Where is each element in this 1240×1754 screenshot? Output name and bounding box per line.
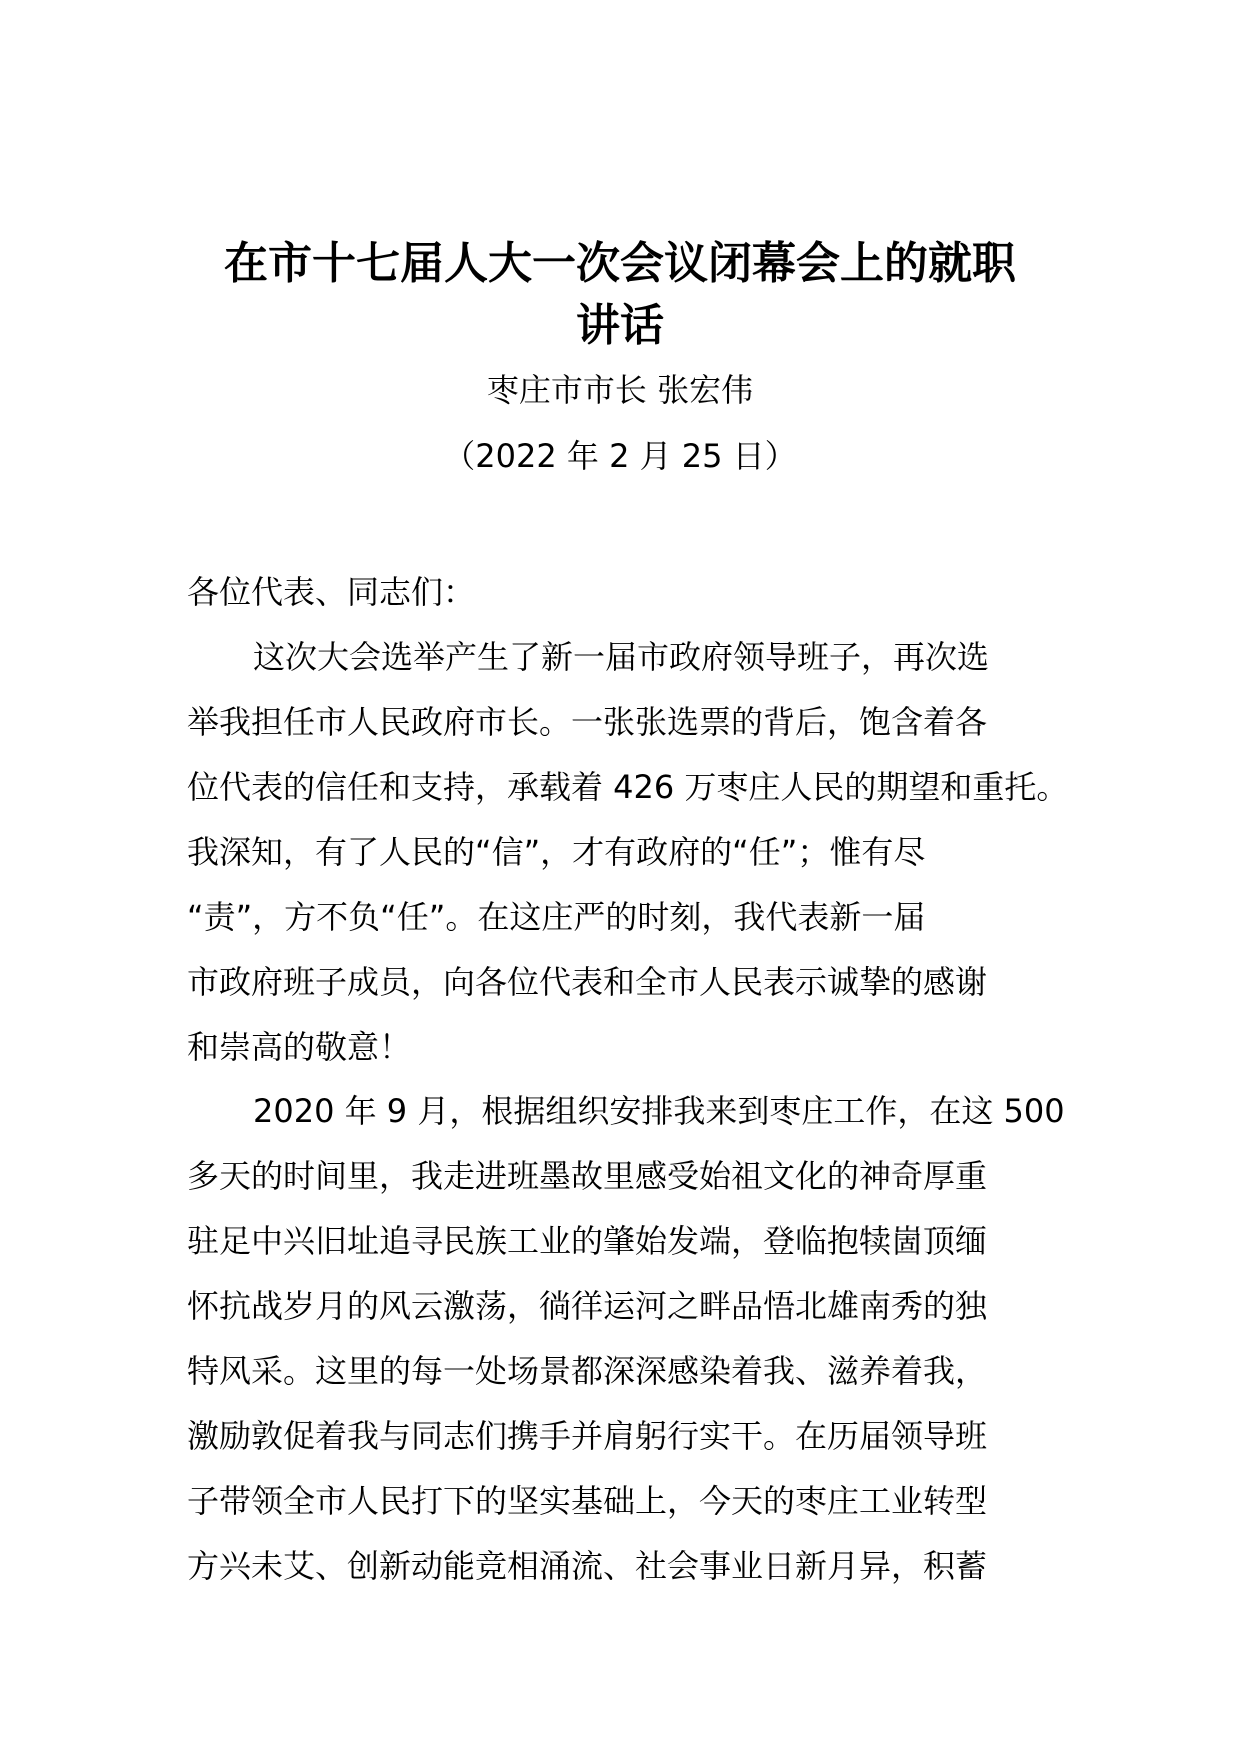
paragraph-1-line: 位代表的信任和支持，承载着 426 万枣庄人民的期望和重托。	[187, 768, 1069, 806]
document-author: 枣庄市市长 张宏伟	[486, 371, 754, 409]
paragraph-2-line: 方兴未艾、创新动能竞相涌流、社会事业日新月异，积蓄	[187, 1547, 988, 1585]
paragraph-2-line: 2020 年 9 月，根据组织安排我来到枣庄工作，在这 500	[253, 1092, 1065, 1130]
paragraph-2-line: 特风采。这里的每一处场景都深深感染着我、滋养着我，	[187, 1352, 988, 1390]
paragraph-2-line: 驻足中兴旧址追寻民族工业的肇始发端，登临抱犊崮顶缅	[187, 1222, 988, 1260]
greeting-line: 各位代表、同志们：	[187, 573, 476, 611]
paragraph-1-line: 和崇高的敬意！	[187, 1028, 412, 1066]
document-title-line-2: 讲话	[576, 300, 664, 351]
paragraph-2-line: 激励敦促着我与同志们携手并肩躬行实干。在历届领导班	[187, 1417, 988, 1455]
paragraph-1-line: “责”，方不负“任”。在这庄严的时刻，我代表新一届	[187, 898, 926, 936]
paragraph-1-line: 这次大会选举产生了新一届市政府领导班子，再次选	[253, 638, 990, 676]
paragraph-2-line: 子带领全市人民打下的坚实基础上，今天的枣庄工业转型	[187, 1482, 988, 1520]
paragraph-1-line: 我深知，有了人民的“信”，才有政府的“任”；惟有尽	[187, 833, 926, 871]
greeting	[187, 560, 1067, 625]
document-date: （2022 年 2 月 25 日）	[443, 437, 797, 475]
paragraph-2	[187, 1079, 1067, 1599]
document-title-line-1: 在市十七届人大一次会议闭幕会上的就职	[224, 238, 1016, 289]
paragraph-2-line: 多天的时间里，我走进班墨故里感受始祖文化的神奇厚重	[187, 1157, 988, 1195]
paragraph-2-line: 怀抗战岁月的风云激荡，徜徉运河之畔品悟北雄南秀的独	[187, 1287, 988, 1325]
paragraph-1-line: 市政府班子成员，向各位代表和全市人民表示诚挚的感谢	[187, 963, 988, 1001]
paragraph-1	[187, 625, 1067, 1080]
paragraph-1-line: 举我担任市人民政府市长。一张张选票的背后，饱含着各	[187, 703, 988, 741]
